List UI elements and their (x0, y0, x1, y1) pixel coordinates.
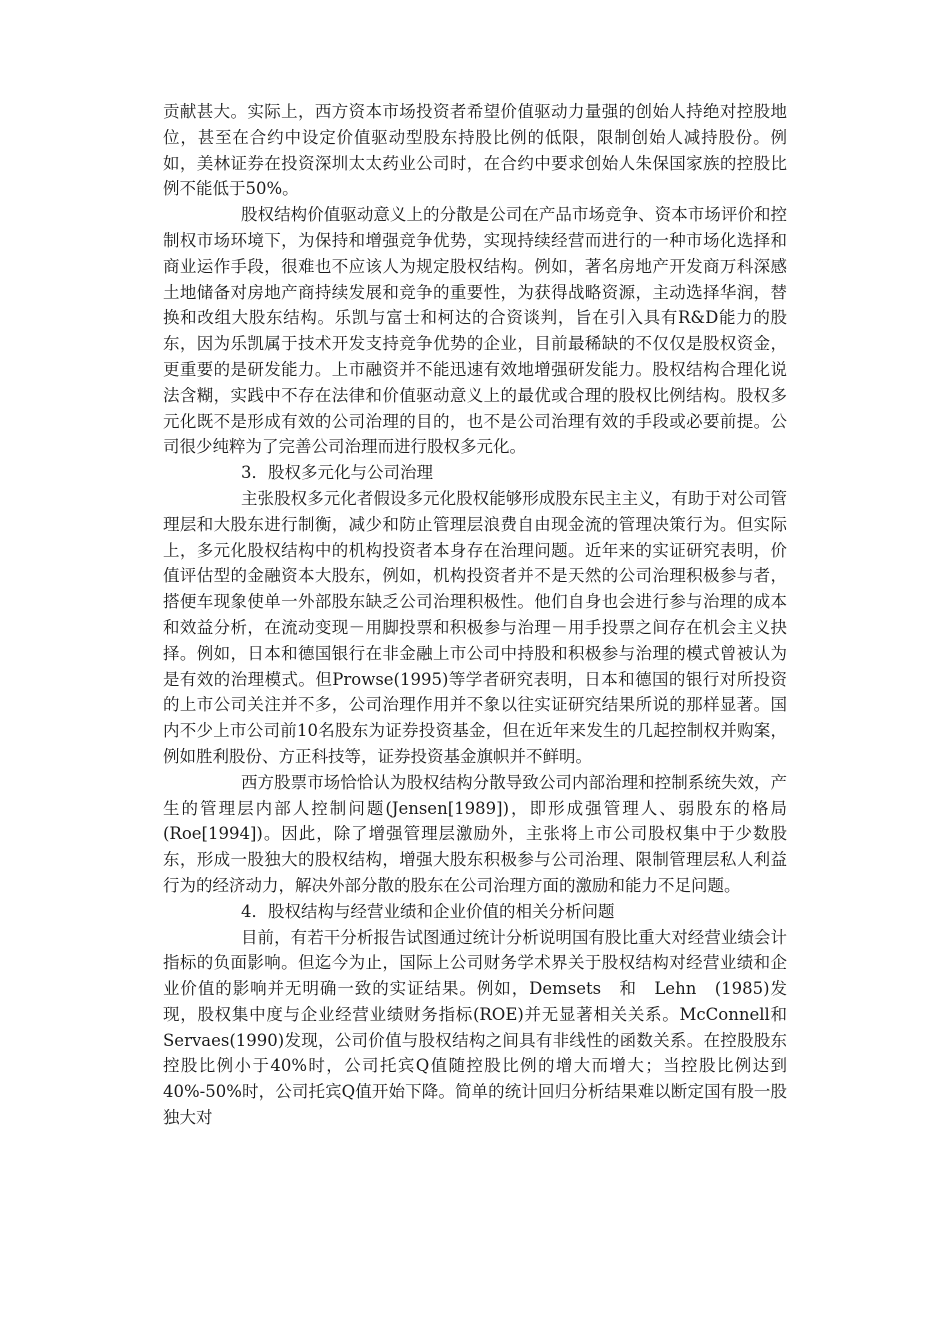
paragraph-western-markets: 西方股票市场恰恰认为股权结构分散导致公司内部治理和控制系统失效，产生的管理层内部人控制问题(Jensen[1989])，即形成强管理人、弱股东的格局 (Roe[1994])。因此，除了增强管理层激励外，主张将上市公司股权集中于少数股东，形成一股独大的股权结构，增强大股东积极参与公司治理、限制管理层私人利益行为的经济动力，解决外部分散的股东在公司治理方面的激励和能力不足问题。 (163, 772, 804, 895)
paragraph-correlation-analysis: 目前，有若干分析报告试图通过统计分析说明国有股比重大对经营业绩会计指标的负面影响。但迄今为止，国际上公司财务学术界关于股权结构对经营业绩和企业价值的影响并无明确一致的实证结果。例如，Demsets 和 Lehn (1985)发现，股权集中度与企业经营业绩财务指标(ROE)并无显著相关关系。McConnell和Servaes(1990)发现，公司价值与股权结构之间具有非线性的函数关系。在控股股东控股比例小于40%时，公司托宾Q值随控股比例的增大而增大；当控股比例达到40%-50%时，公司托宾Q值开始下降。简单的统计回归分析结果难以断定国有股一股独大对 (163, 927, 787, 1128)
section-heading-3: 3．股权多元化与公司治理 (241, 463, 433, 483)
section-heading-4: 4．股权结构与经营业绩和企业价值的相关分析问题 (241, 901, 615, 921)
paragraph-diversification-governance: 主张股权多元化者假设多元化股权能够形成股东民主主义，有助于对公司管理层和大股东进行制衡，减少和防止管理层浪费自由现金流的管理决策行为。但实际上，多元化股权结构中的机构投资者本身存在治理问题。近年来的实证研究表明，价值评估型的金融资本大股东，例如，机构投资者并不是天然的公司治理积极参与者，搭便车现象使单一外部股东缺乏公司治理积极性。他们自身也会进行参与治理的成本和效益分析，在流动变现－用脚投票和积极参与治理－用手投票之间存在机会主义抉择。例如，日本和德国银行在非金融上市公司中持股和积极参与治理的模式曾被认为是有效的治理模式。但Prowse(1995)等学者研究表明，日本和德国的银行对所投资的上市公司关注并不多，公司治理作用并不象以往实证研究结果所说的那样显著。国内不少上市公司前10名股东为证券投资基金，但在近年来发生的几起控制权并购案，例如胜利股份、方正科技等，证券投资基金旗帜并不鲜明。 (163, 488, 787, 766)
document-body (163, 99, 804, 1131)
paragraph-continued: 贡献甚大。实际上，西方资本市场投资者希望价值驱动力量强的创始人持绝对控股地位，甚至在合约中设定价值驱动型股东持股比例的低限，限制创始人减持股份。例如，美林证券在投资深圳太太药业公司时，在合约中要求创始人朱保国家族的控股比例不能低于50%。 (163, 102, 787, 199)
paragraph-ownership-dispersion: 股权结构价值驱动意义上的分散是公司在产品市场竞争、资本市场评价和控制权市场环境下，为保持和增强竞争优势，实现持续经营而进行的一种市场化选择和商业运作手段，很难也不应该人为规定股权结构。例如，著名房地产开发商万科深感土地储备对房地产商持续发展和竞争的重要性，为获得战略资源，主动选择华润，替换和改组大股东结构。乐凯与富士和柯达的合资谈判，旨在引入具有R&D能力的股东，因为乐凯属于技术开发支持竞争优势的企业，目前最稀缺的不仅仅是股权资金，更重要的是研发能力。上市融资并不能迅速有效地增强研发能力。股权结构合理化说法含糊，实践中不存在法律和价值驱动意义上的最优或合理的股权比例结构。股权多元化既不是形成有效的公司治理的目的，也不是公司治理有效的手段或必要前提。公司很少纯粹为了完善公司治理而进行股权多元化。 (163, 205, 787, 457)
